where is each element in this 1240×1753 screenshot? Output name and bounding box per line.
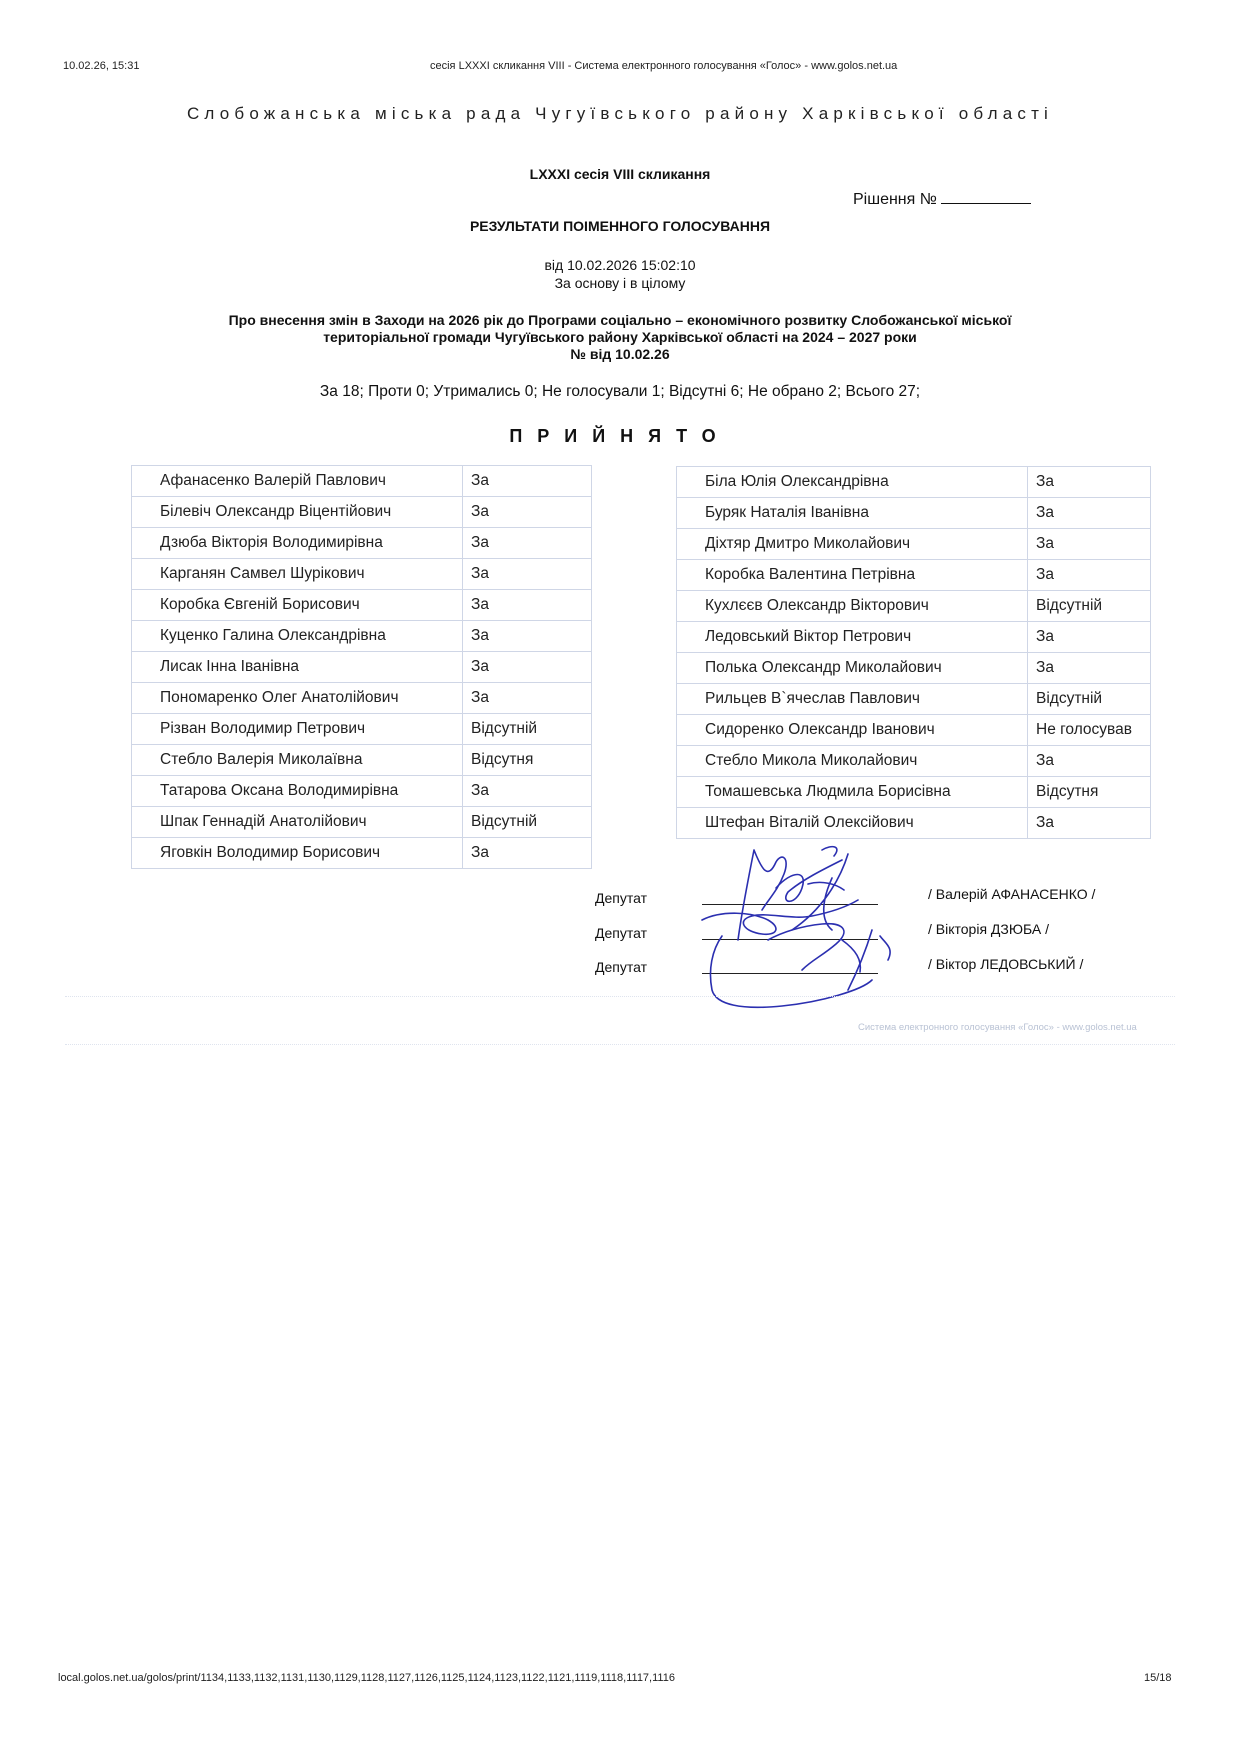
vote-value: За (463, 683, 592, 714)
vote-value: За (463, 528, 592, 559)
vote-value: За (463, 652, 592, 683)
page-number: 15/18 (1144, 1672, 1172, 1684)
vote-value: За (463, 590, 592, 621)
table-row (132, 528, 592, 559)
results-title: РЕЗУЛЬТАТИ ПОІМЕННОГО ГОЛОСУВАННЯ (469, 218, 771, 234)
table-row (132, 466, 592, 497)
table-row (677, 777, 1151, 808)
table-row (677, 467, 1151, 498)
table-row (132, 838, 592, 869)
table-row (132, 590, 592, 621)
table-row (677, 653, 1151, 684)
vote-value: Відсутня (1028, 777, 1151, 808)
signature-role: Депутат (595, 890, 647, 906)
subject-line: територіальної громади Чугуївського району Харківської області на 2024 – 2027 роки (323, 329, 917, 345)
vote-value: За (1028, 529, 1151, 560)
deputy-name: Білевіч Олександр Віцентійович (132, 497, 463, 528)
vote-value: За (463, 776, 592, 807)
table-row (132, 497, 592, 528)
table-row (677, 715, 1151, 746)
table-row (677, 529, 1151, 560)
print-header-title: сесія LXXXI скликання VIII - Система електронного голосування «Голос» - www.golos.net.ua (430, 60, 898, 72)
session-title: LXXXI сесія VIII скликання (529, 166, 711, 182)
vote-value: Не голосував (1028, 715, 1151, 746)
result-status: ПРИЙНЯТО (509, 426, 731, 446)
vote-date: від 10.02.2026 15:02:10 (544, 257, 696, 273)
table-row (132, 683, 592, 714)
signature-role: Депутат (595, 925, 647, 941)
table-row (132, 776, 592, 807)
print-timestamp: 10.02.26, 15:31 (63, 60, 140, 72)
vote-value: За (463, 466, 592, 497)
deputy-name: Штефан Віталій Олексійович (677, 808, 1028, 839)
vote-value: За (1028, 560, 1151, 591)
table-row (677, 498, 1151, 529)
vote-value: Відсутній (463, 714, 592, 745)
vote-value: Відсутній (1028, 591, 1151, 622)
deputy-name: Сидоренко Олександр Іванович (677, 715, 1028, 746)
table-row (132, 714, 592, 745)
deputy-name: Афанасенко Валерій Павлович (132, 466, 463, 497)
deputy-name: Лисак Інна Іванівна (132, 652, 463, 683)
decision-number (853, 189, 1031, 209)
vote-value: За (463, 497, 592, 528)
deputy-name: Дзюба Вікторія Володимирівна (132, 528, 463, 559)
deputy-name: Біла Юлія Олександрівна (677, 467, 1028, 498)
vote-value: За (1028, 653, 1151, 684)
separator (65, 1044, 1175, 1045)
deputy-name: Яговкін Володимир Борисович (132, 838, 463, 869)
table-row (132, 559, 592, 590)
print-url: local.golos.net.ua/golos/print/1134,1133,1132,1131,1130,1129,1128,1127,1126,1125,1124,1123,1122,1121,1119,1118,1117,1116 (58, 1672, 675, 1684)
vote-value: За (463, 838, 592, 869)
deputy-name: Буряк Наталія Іванівна (677, 498, 1028, 529)
vote-value: За (1028, 746, 1151, 777)
handwritten-signatures-image (672, 840, 952, 1015)
deputy-name: Діхтяр Дмитро Миколайович (677, 529, 1028, 560)
agenda-subject (160, 312, 1080, 363)
table-row (677, 808, 1151, 839)
signature-role: Депутат (595, 959, 647, 975)
vote-totals: За 18; Проти 0; Утримались 0; Не голосували 1; Відсутні 6; Не обрано 2; Всього 27; (319, 383, 921, 400)
vote-value: Відсутній (1028, 684, 1151, 715)
deputy-name: Коробка Євгеній Борисович (132, 590, 463, 621)
system-footer: Система електронного голосування «Голос» - www.golos.net.ua (858, 1022, 1137, 1033)
left-votes-table (131, 465, 592, 869)
vote-value: За (1028, 467, 1151, 498)
deputy-name: Кухлєєв Олександр Вікторович (677, 591, 1028, 622)
vote-basis: За основу і в цілому (554, 275, 686, 291)
right-votes-table (676, 466, 1151, 839)
deputy-name: Рильцев В`ячеслав Павлович (677, 684, 1028, 715)
deputy-name: Стебло Микола Миколайович (677, 746, 1028, 777)
decision-number-blank (941, 189, 1031, 204)
table-row (677, 591, 1151, 622)
table-row (677, 622, 1151, 653)
table-row (677, 684, 1151, 715)
vote-value: За (1028, 622, 1151, 653)
table-row (132, 745, 592, 776)
deputy-name: Полька Олександр Миколайович (677, 653, 1028, 684)
vote-value: За (463, 559, 592, 590)
deputy-name: Шпак Геннадій Анатолійович (132, 807, 463, 838)
subject-line: Про внесення змін в Заходи на 2026 рік до Програми соціально – економічного розвитку Слобожанської міської (228, 312, 1012, 328)
deputy-name: Татарова Оксана Володимирівна (132, 776, 463, 807)
subject-line: № від 10.02.26 (570, 346, 670, 362)
vote-value: За (463, 621, 592, 652)
table-row (132, 621, 592, 652)
deputy-name: Карганян Самвел Шурікович (132, 559, 463, 590)
deputy-name: Томашевська Людмила Борисівна (677, 777, 1028, 808)
deputy-name: Коробка Валентина Петрівна (677, 560, 1028, 591)
signature-name: / Віктор ЛЕДОВСЬКИЙ / (928, 956, 1084, 972)
deputy-name: Пономаренко Олег Анатолійович (132, 683, 463, 714)
vote-value: За (1028, 808, 1151, 839)
deputy-name: Різван Володимир Петрович (132, 714, 463, 745)
signature-name: / Вікторія ДЗЮБА / (928, 921, 1049, 937)
separator (65, 996, 1175, 997)
vote-value: Відсутня (463, 745, 592, 776)
vote-value: За (1028, 498, 1151, 529)
table-row (132, 652, 592, 683)
table-row (132, 807, 592, 838)
table-row (677, 746, 1151, 777)
signature-name: / Валерій АФАНАСЕНКО / (928, 886, 1096, 902)
deputy-name: Куценко Галина Олександрівна (132, 621, 463, 652)
deputy-name: Стебло Валерія Миколаївна (132, 745, 463, 776)
council-name: Слобожанська міська рада Чугуївського району Харківської області (186, 104, 1054, 123)
decision-label: Рішення № (853, 191, 937, 208)
vote-value: Відсутній (463, 807, 592, 838)
deputy-name: Ледовський Віктор Петрович (677, 622, 1028, 653)
table-row (677, 560, 1151, 591)
